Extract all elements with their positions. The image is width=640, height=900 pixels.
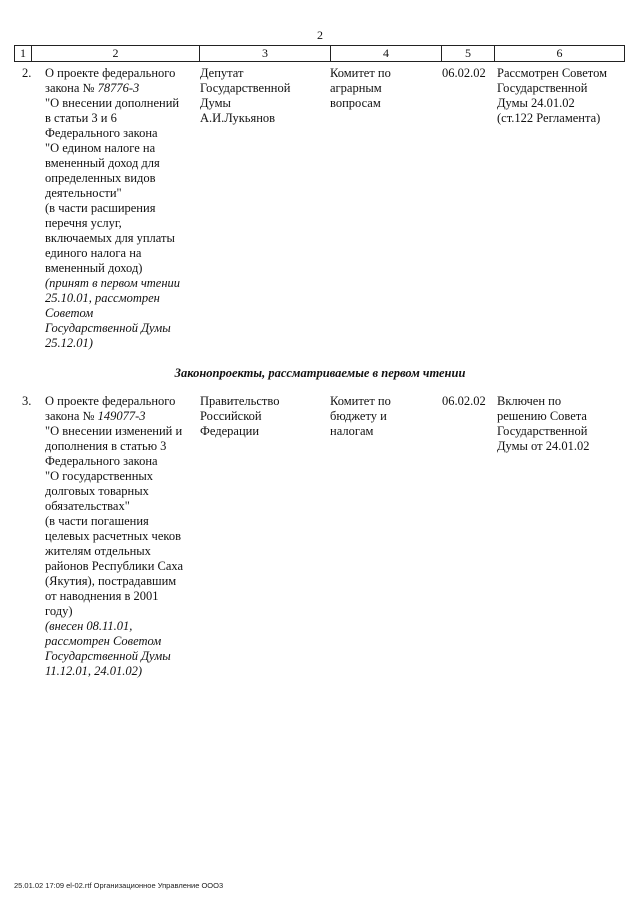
bill-author: Депутат Государственной Думы А.И.Лукьянов [200,66,291,125]
bill-description [45,66,197,351]
table-header [14,45,625,62]
bill-subject: "О внесении изменений и дополнения в статью 3 Федерального закона "О государственных долговых товарных обязательствах" (в части погашения целевых расчетных чеков жителям отдельных районов Республики Саха (Якутия), пострадавшим от наводнения в 2001 году) [45,424,184,618]
bill-description [45,394,197,679]
row-number: 3. [22,394,32,408]
bill-title: О проекте федерального закона № [45,394,176,423]
bill-note: (внесен 08.11.01, рассмотрен Советом Государственной Думы 11.12.01, 24.01.02) [45,619,171,678]
bill-date: 06.02.02 [442,66,486,80]
bill-subject: "О внесении дополнений в статьи 3 и 6 Федерального закона "О едином налоге на вмененный доход для определенных видов деятельности" (в части расширения перечня услуг, включаемых для уплаты единого налога на вмененный доход) [45,96,180,275]
bill-number: 78776-3 [97,81,140,95]
bill-status: Рассмотрен Советом Государственной Думы 24.01.02 (ст.122 Регламента) [497,66,608,125]
col-3-header: 3 [200,46,331,62]
page-number: 2 [317,28,323,42]
bill-date: 06.02.02 [442,394,486,408]
bill-committee: Комитет по аграрным вопросам [330,66,391,110]
bill-committee: Комитет по бюджету и налогам [330,394,391,438]
row-number: 2. [22,66,32,80]
col-1-header: 1 [15,46,32,62]
col-5-header: 5 [442,46,495,62]
bill-title: О проекте федерального закона № [45,66,176,95]
fax-footer: 25.01.02 17:09 el-02.rtf Организационное Управление ООО3 [14,881,224,890]
col-2-header: 2 [32,46,200,62]
col-4-header: 4 [331,46,442,62]
section-title: Законопроекты, рассматриваемые в первом чтении [174,366,466,380]
col-6-header: 6 [495,46,625,62]
bill-number: 149077-3 [97,409,146,423]
bill-note: (принят в первом чтении 25.10.01, рассмотрен Советом Государственной Думы 25.12.01) [45,276,181,350]
bill-author: Правительство Российской Федерации [200,394,280,438]
bill-status: Включен по решению Совета Государственной Думы от 24.01.02 [497,394,590,453]
